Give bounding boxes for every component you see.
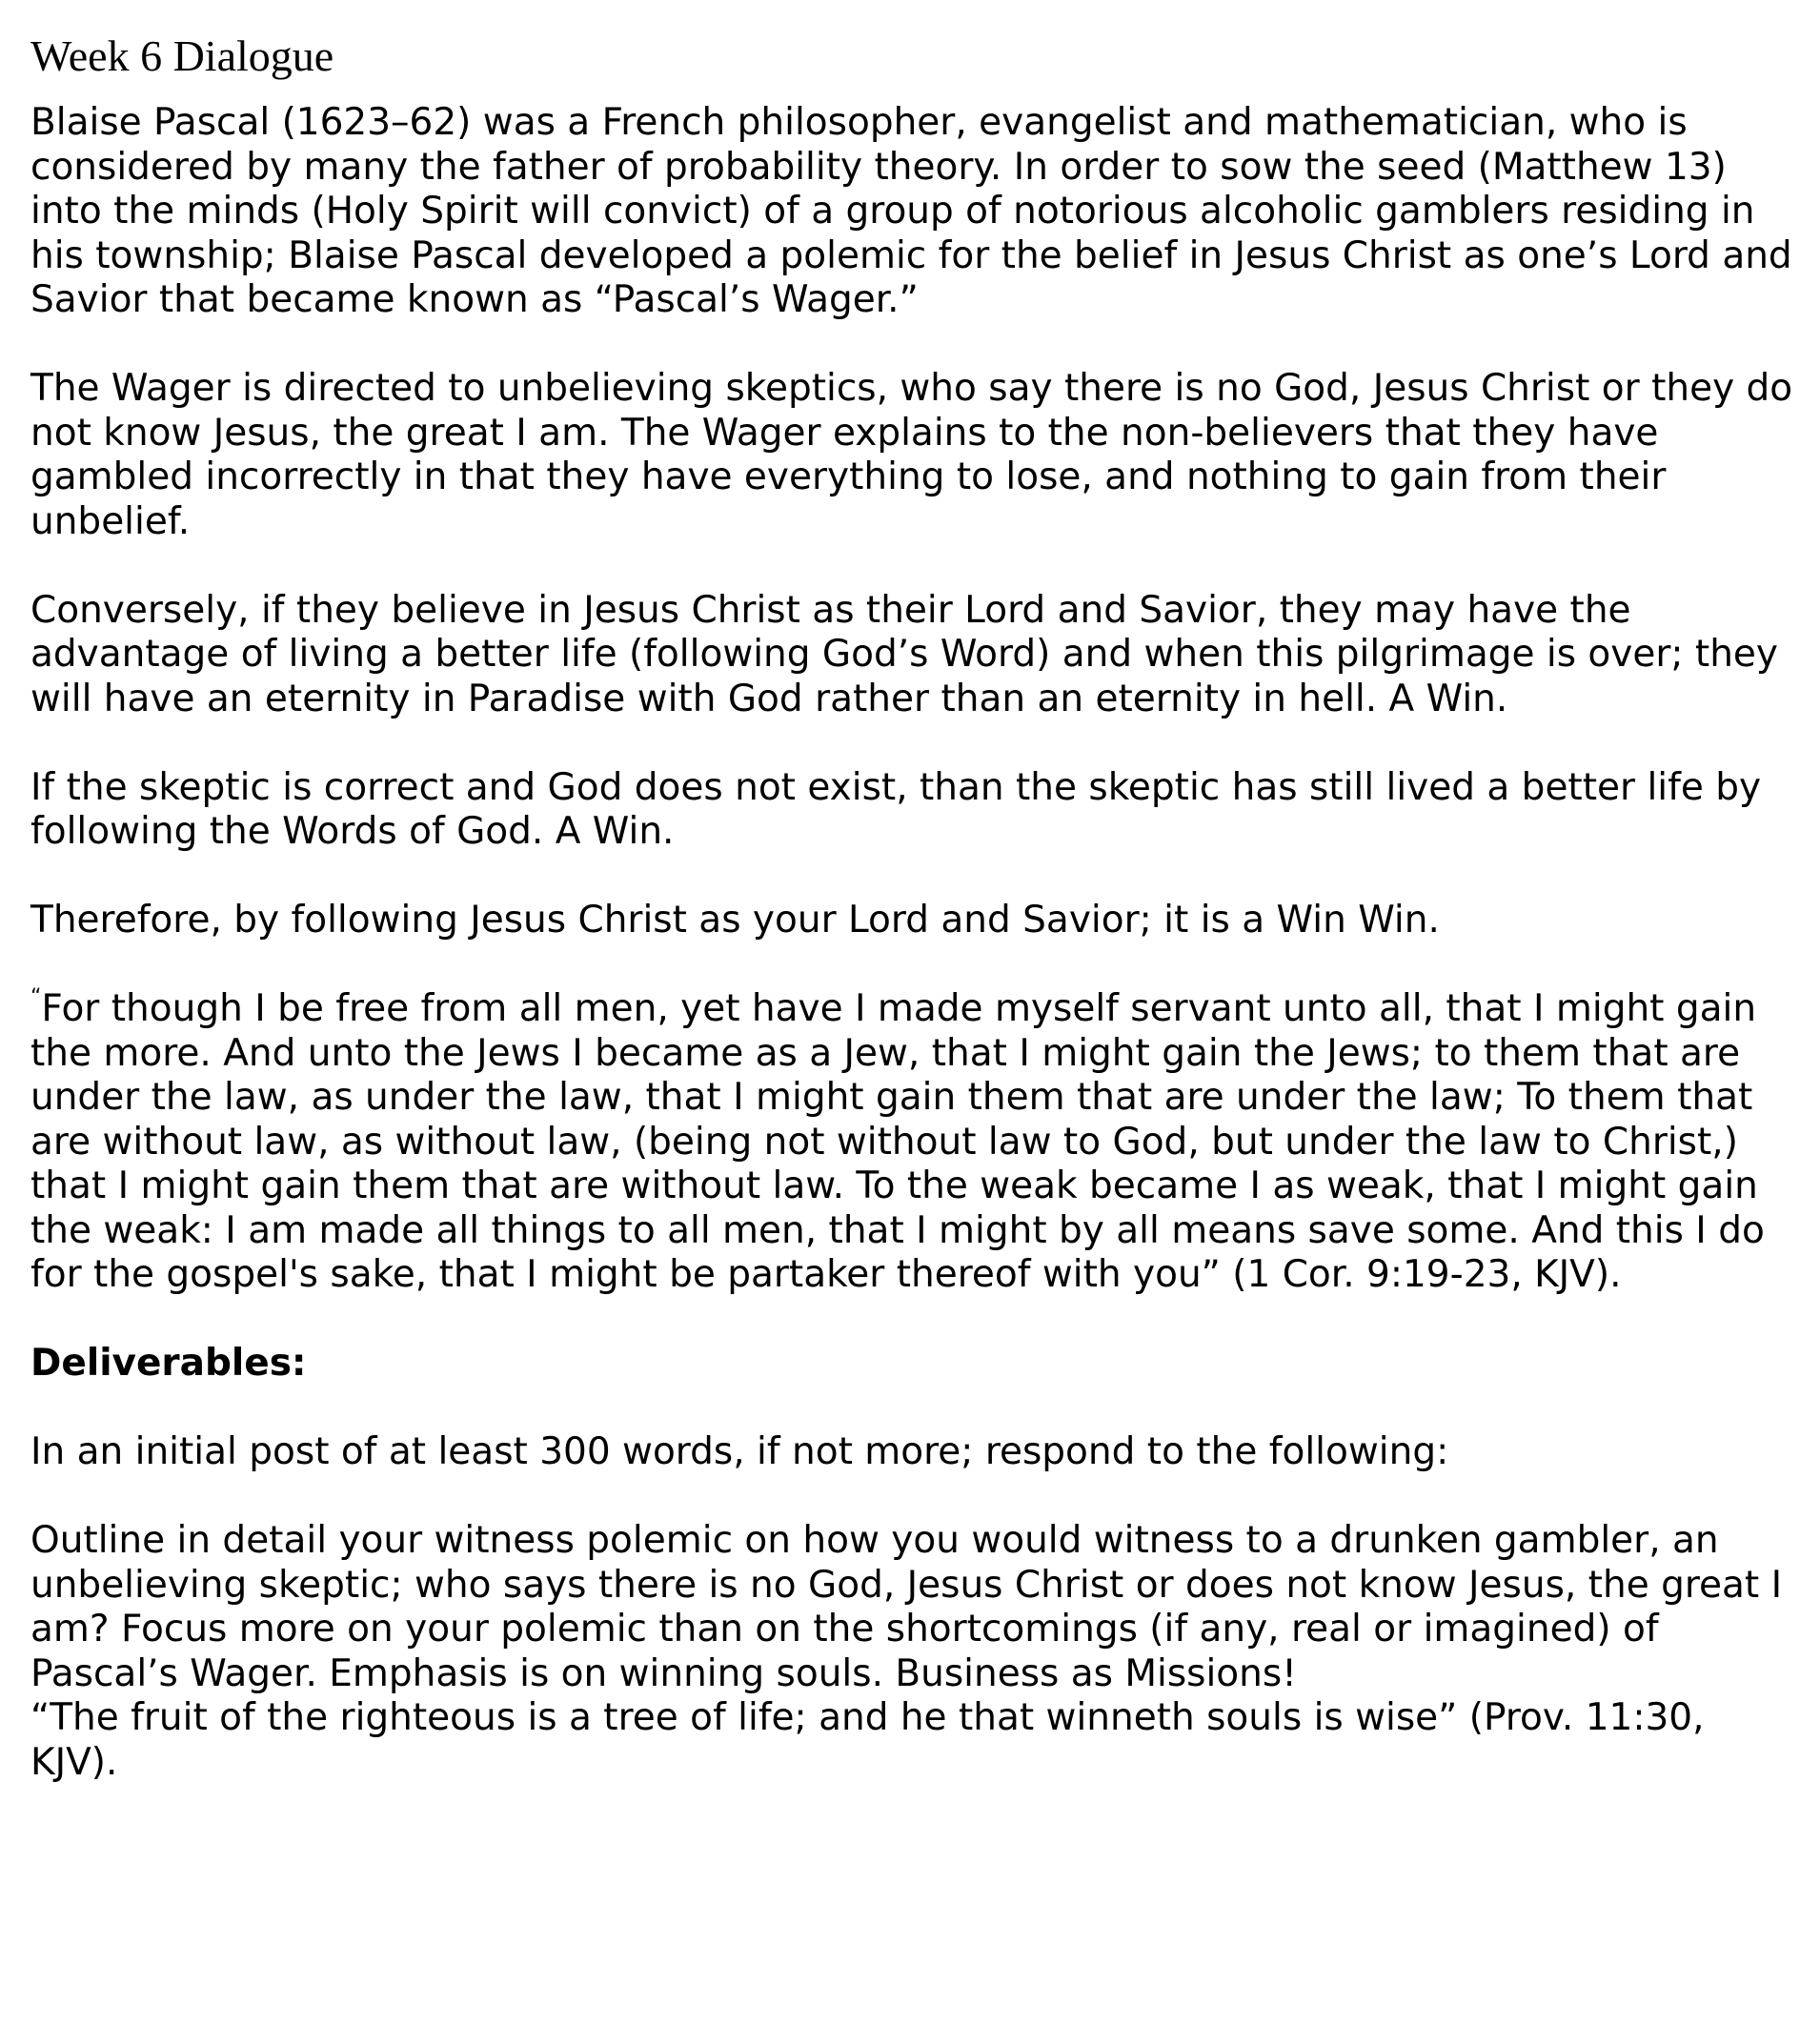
paragraph-wager-explained: The Wager is directed to unbelieving skeptics, who say there is no God, Jesus Christ or they do not know Jesus, the great I am. The Wager explains to the non-believers that they have gambled incorrectly in that they have everything to lose, and nothing to gain from their unbelief. — [30, 367, 1793, 543]
deliverables-heading: Deliverables: — [30, 1342, 307, 1385]
document-title: Week 6 Dialogue — [30, 31, 334, 80]
paragraph-initial-post: In an initial post of at least 300 words, if not more; respond to the following: — [30, 1430, 1449, 1473]
paragraph-skeptic-correct: If the skeptic is correct and God does not exist, than the skeptic has still lived a better life by following the Words of God. A Win. — [30, 765, 1762, 853]
opening-quote-mark: “ — [30, 985, 42, 1009]
document-page — [30, 30, 1803, 1785]
paragraph-conversely: Conversely, if they believe in Jesus Christ as their Lord and Savior, they may have the advantage of living a better life (following God’s Word) and when this pilgrimage is over; they will have an eternity in Paradise with God rather than an eternity in hell. A Win. — [30, 588, 1779, 720]
paragraph-proverbs-quote: “The fruit of the righteous is a tree of life; and he that winneth souls is wise” (Prov. 11:30, KJV). — [30, 1696, 1705, 1784]
paragraph-outline-polemic: Outline in detail your witness polemic on how you would witness to a drunken gambler, an unbelieving skeptic; who says there is no God, Jesus Christ or does not know Jesus, the great I am? Focus more on your polemic than on the shortcomings (if any, real or imagined) of Pascal’s Wager. Emphasis is on winning souls. Business as Missions! — [30, 1519, 1783, 1695]
paragraph-win-win: Therefore, by following Jesus Christ as your Lord and Savior; it is a Win Win. — [30, 899, 1440, 942]
paragraph-corinthians-quote — [30, 987, 1803, 1298]
corinthians-quote-text: For though I be free from all men, yet have I made myself servant unto all, that I might gain the more. And unto the Jews I became as a Jew, that I might gain the Jews; to them that are under the law, as under the law, that I might gain them that are under the law; To them that are without law, as without law, (being not without law to God, but under the law to Christ,) that I might gain them that are without law. To the weak became I as weak, that I might gain the weak: I am made all things to all men, that I might by all means save some. And this I do for the gospel's sake, that I might be partaker thereof with you” (1 Cor. 9:19-23, KJV). — [30, 987, 1765, 1296]
paragraph-pascal-intro: Blaise Pascal (1623–62) was a French philosopher, evangelist and mathematician, who is considered by many the father of probability theory. In order to sow the seed (Matthew 13) into the minds (Holy Spirit will convict) of a group of notorious alcoholic gamblers residing in his township; Blaise Pascal developed a polemic for the belief in Jesus Christ as one’s Lord and Savior that became known as “Pascal’s Wager.” — [30, 101, 1792, 321]
